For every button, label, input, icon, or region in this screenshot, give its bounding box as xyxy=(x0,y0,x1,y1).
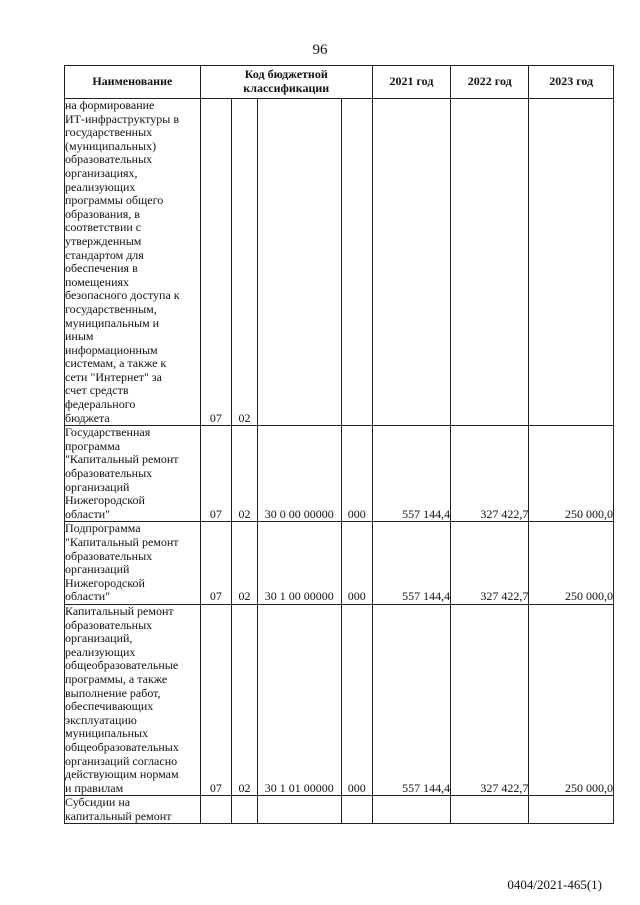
table-row xyxy=(65,522,614,605)
document-code: 0404/2021-465(1) xyxy=(507,877,602,892)
header-2021: 2021 год xyxy=(372,66,450,99)
row-subsection: 02 xyxy=(231,604,257,795)
row-article: 30 1 01 00000 xyxy=(258,604,341,795)
row-name: Капитальный ремонт образовательных организаций, реализующих общеобразовательные программы, а также выполнение работ, обеспечивающих эксплуатацию муниципальных общеобразовательных организаций согласно действующим нормам и правилам xyxy=(65,604,201,795)
header-2022: 2022 год xyxy=(451,66,529,99)
row-2021: 557 144,4 xyxy=(372,426,450,522)
row-subsection xyxy=(231,796,257,824)
row-article: 30 0 00 00000 xyxy=(258,426,341,522)
page-number: 96 xyxy=(312,42,328,58)
header-row xyxy=(65,66,614,99)
table-row xyxy=(65,99,614,426)
row-subsection: 02 xyxy=(231,522,257,605)
header-code: Код бюджетной классификации xyxy=(200,66,372,99)
row-article: 30 1 00 00000 xyxy=(258,522,341,605)
row-section: 07 xyxy=(200,99,231,426)
row-2022 xyxy=(451,796,529,824)
row-section: 07 xyxy=(200,604,231,795)
table-row xyxy=(65,604,614,795)
row-2023 xyxy=(529,99,614,426)
row-subsection: 02 xyxy=(231,99,257,426)
table-row xyxy=(65,426,614,522)
row-expense-type: 000 xyxy=(341,604,372,795)
header-2023: 2023 год xyxy=(529,66,614,99)
row-article xyxy=(258,796,341,824)
row-name: Государственная программа "Капитальный ремонт образовательных организаций Нижегородской области" xyxy=(65,426,201,522)
table-row xyxy=(65,796,614,824)
row-name: Подпрограмма "Капитальный ремонт образовательных организаций Нижегородской области" xyxy=(65,522,201,605)
row-2021 xyxy=(372,99,450,426)
row-subsection: 02 xyxy=(231,426,257,522)
row-2022: 327 422,7 xyxy=(451,426,529,522)
row-expense-type xyxy=(341,796,372,824)
row-section: 07 xyxy=(200,522,231,605)
row-section xyxy=(200,796,231,824)
row-2022: 327 422,7 xyxy=(451,604,529,795)
row-expense-type: 000 xyxy=(341,426,372,522)
row-2021: 557 144,4 xyxy=(372,522,450,605)
row-expense-type xyxy=(341,99,372,426)
row-2021 xyxy=(372,796,450,824)
row-2022 xyxy=(451,99,529,426)
row-2021: 557 144,4 xyxy=(372,604,450,795)
row-2023: 250 000,0 xyxy=(529,522,614,605)
row-2023 xyxy=(529,796,614,824)
row-name: Субсидии на капитальный ремонт xyxy=(65,796,201,824)
row-expense-type: 000 xyxy=(341,522,372,605)
row-name: на формирование ИТ-инфраструктуры в государственных (муниципальных) образовательных организациях, реализующих программы общего образования, в соответствии с утвержденным стандартом для обеспечения в помещениях безопасного доступа к государственным, муниципальным и иным информационным системам, а также к сети "Интернет" за счет средств федерального бюджета xyxy=(65,99,201,426)
row-section: 07 xyxy=(200,426,231,522)
row-2023: 250 000,0 xyxy=(529,604,614,795)
row-2022: 327 422,7 xyxy=(451,522,529,605)
budget-table xyxy=(64,65,614,824)
row-article xyxy=(258,99,341,426)
header-name: Наименование xyxy=(65,66,201,99)
row-2023: 250 000,0 xyxy=(529,426,614,522)
